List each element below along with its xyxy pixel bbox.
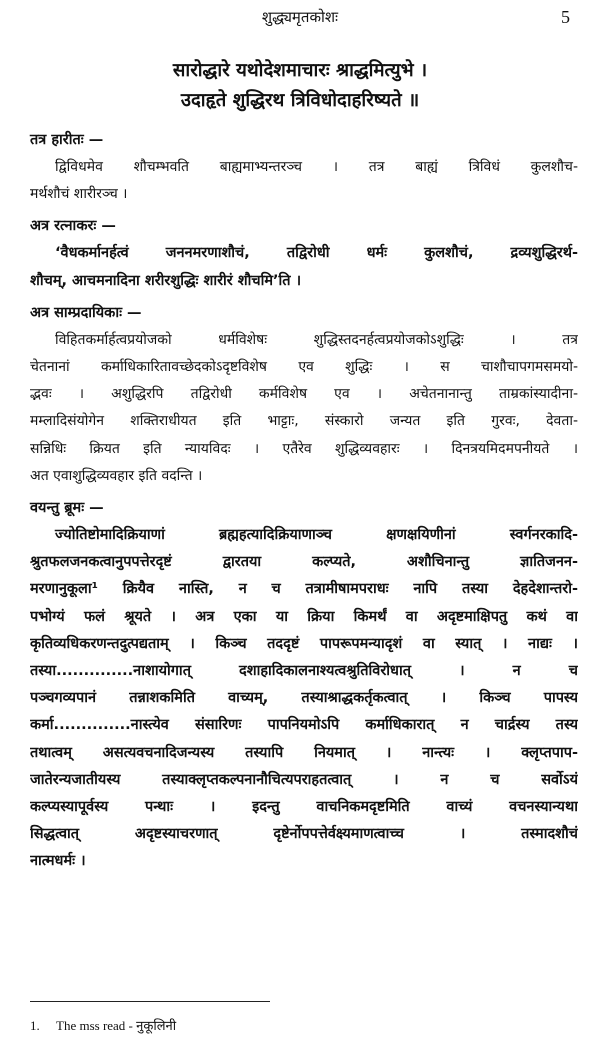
text-line: मरणानुकूला¹ क्रियैव नास्ति, न च तत्रामीषामपराधः नापि तस्या देहदेशान्तरो- bbox=[30, 581, 578, 598]
footnote-text: The mss read - नुकूलिनी bbox=[56, 1018, 177, 1033]
section-paragraph bbox=[30, 154, 578, 208]
running-title: शुद्ध्यमृतकोशः bbox=[261, 8, 339, 26]
text-line: चेतनानां कर्माधिकारितावच्छेदकोऽदृष्टविशेष एव शुद्धिः । स चाशौचापगमसमयो- bbox=[30, 359, 578, 376]
text-line: कल्प्यस्यापूर्वस्य पन्थाः । इदन्तु वाचनिकमदृष्टमिति वाच्यं वचनस्यान्यथा bbox=[30, 799, 578, 816]
text-line: द्भवः । अशुद्धिरपि तद्विरोधी कर्मविशेष एव । अचेतनानान्तु ताम्रकांस्यादीना- bbox=[30, 386, 578, 403]
text-line: अत एवाशुद्धिव्यवहार इति वदन्ति । bbox=[30, 467, 203, 484]
text-line: जातेरन्यजातीयस्य तस्याक्लृप्तकल्पनानौचित्यपराहतत्वात् । न च सर्वोऽयं bbox=[30, 771, 578, 788]
section-paragraph bbox=[30, 522, 578, 876]
running-header bbox=[30, 4, 570, 30]
text-line: द्विविधमेव शौचम्भवति बाह्यमाभ्यन्तरञ्च । तत्र बाह्यं त्रिविधं कुलशौच- bbox=[55, 159, 578, 175]
text-line: मम्लादिसंयोगेन शक्तिराधीयत इति भाट्टाः, संस्कारो जन्यत इति गुरवः, देवता- bbox=[30, 413, 578, 430]
text-line: शौचम्, आचमनादिना शरीरशुद्धिः शारीरं शौचमि’ति । bbox=[30, 272, 302, 289]
verse-block bbox=[30, 56, 570, 116]
footnote bbox=[30, 1016, 176, 1034]
section-heading: अत्र साम्प्रदायिकाः — bbox=[30, 304, 142, 321]
section-heading: तत्र हारीतः — bbox=[30, 132, 104, 148]
footnote-number: 1. bbox=[30, 1018, 40, 1033]
page-number: 5 bbox=[561, 7, 570, 27]
text-line: पञ्चगव्यपानं तन्नाशकमिति वाच्यम्, तस्याश्राद्धकर्तृकत्वात् । किञ्च पापस्य bbox=[30, 690, 578, 707]
text-line: पभोग्यं फलं श्रूयते । अत्र एका या क्रिया किमर्थं वा अदृष्टमाक्षिपतु कथं वा bbox=[30, 608, 578, 625]
body-text bbox=[30, 122, 578, 876]
text-line: श्रुतफलजनकत्वानुपपत्तेरदृष्टं द्वारतया कल्प्यते, अशौचिनान्तु ज्ञातिजनन- bbox=[30, 554, 578, 571]
text-line: ज्योतिष्टोमादिक्रियाणां ब्रह्महत्यादिक्रियाणाञ्च क्षणक्षयिणीनां स्वर्गनरकादि- bbox=[55, 527, 578, 544]
verse-line: सारोद्धारे यथोदेशमाचारः श्राद्धमित्युभे । bbox=[172, 60, 428, 81]
verse-line: उदाहृते शुद्धिरथ त्रिविधोदाहरिष्यते ॥ bbox=[180, 90, 420, 111]
text-line: ‘वैधकर्मानर्हत्वं जननमरणाशौचं, तद्विरोधी धर्मः कुलशौचं, द्रव्यशुद्धिरर्थ- bbox=[55, 245, 578, 262]
section-paragraph bbox=[30, 327, 578, 490]
section-heading: अत्र रत्नाकरः — bbox=[30, 218, 116, 235]
text-line: सन्निधिः क्रियत इति न्यायविदः । एतैरेव शुद्धिव्यवहारः । दिनत्रयमिदमपनीयते । bbox=[30, 440, 578, 457]
section-heading: वयन्तु ब्रूमः — bbox=[30, 500, 104, 517]
text-line: कृतिव्यधिकरणन्तदुत्पद्यताम् । किञ्च तददृष्टं पापरूपमन्यादृशं वा स्यात् । नाद्यः । bbox=[30, 635, 578, 652]
text-line: विहितकर्मार्हत्वप्रयोजको धर्मविशेषः शुद्धिस्तदनर्हत्वप्रयोजकोऽशुद्धिः । तत्र bbox=[55, 331, 578, 348]
text-line: तथात्वम् असत्यवचनादिजन्यस्य तस्यापि नियमात् । नान्त्यः । क्लृप्तपाप- bbox=[30, 744, 578, 761]
text-line: कर्मा..............नास्त्येव संसारिणः पापनियमोऽपि कर्माधिकारात् न चार्द्रस्य तस्य bbox=[30, 717, 578, 734]
text-line: तस्या..............नाशायोगात् दशाहादिकालनाश्यत्वश्रुतिविरोधात् । न च bbox=[30, 663, 578, 680]
text-line: नात्मधर्मः । bbox=[30, 853, 86, 870]
section-paragraph bbox=[30, 240, 578, 294]
footnote-divider bbox=[30, 1001, 270, 1002]
text-line: सिद्धत्वात् अदृष्टस्याचरणात् दृष्टेर्नोपपत्तेर्वक्ष्यमाणत्वाच्च । तस्मादशौचं bbox=[30, 826, 578, 843]
text-line: मर्थशौचं शारीरञ्च । bbox=[30, 186, 128, 203]
